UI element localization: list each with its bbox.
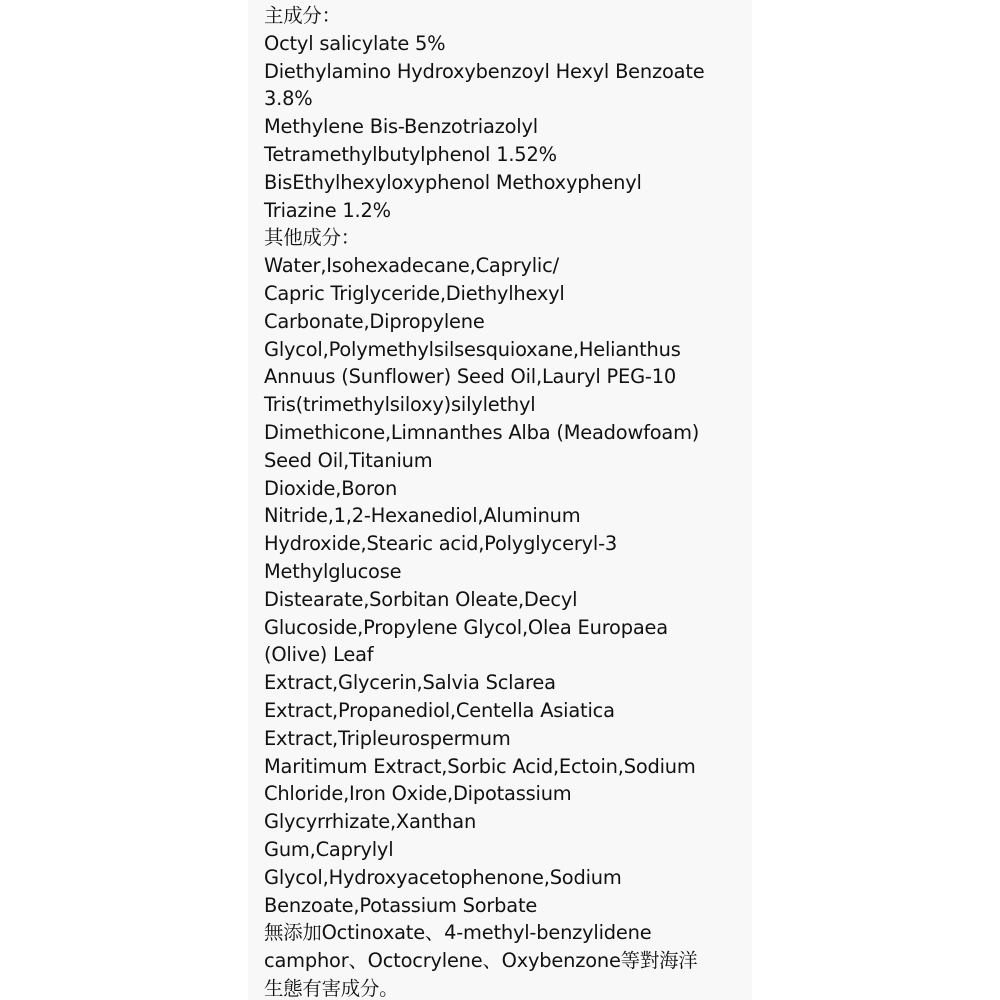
text-line: (Olive) Leaf <box>264 643 374 667</box>
text-line: Distearate,Sorbitan Oleate,Decyl <box>264 587 578 611</box>
text-line: Hydroxide,Stearic acid,Polyglyceryl-3 <box>264 532 618 556</box>
free-from-note: camphor、Octocrylene、Oxybenzone等對海洋 <box>264 949 698 973</box>
section-heading-main-ingredients: 主成分： <box>264 4 341 27</box>
text-line: Gum,Caprylyl <box>264 837 394 861</box>
text-line: Extract,Tripleurospermum <box>264 726 511 750</box>
text-line: Glucoside,Propylene Glycol,Olea Europaea <box>264 615 668 639</box>
text-line: Maritimum Extract,Sorbic Acid,Ectoin,Sodium <box>264 754 696 778</box>
text-line: Tris(trimethylsiloxy)silylethyl <box>264 393 536 417</box>
text-line: Capric Triglyceride,Diethylhexyl <box>264 281 565 305</box>
text-line: Extract,Glycerin,Salvia Sclarea <box>264 671 556 695</box>
text-line: Dimethicone,Limnanthes Alba (Meadowfoam) <box>264 420 700 444</box>
text-line: Octyl salicylate 5% <box>264 31 446 55</box>
text-line: Carbonate,Dipropylene <box>264 309 485 333</box>
text-line: Glycol,Polymethylsilsesquioxane,Helianthus <box>264 337 681 361</box>
text-line: Benzoate,Potassium Sorbate <box>264 893 538 917</box>
text-line: BisEthylhexyloxyphenol Methoxyphenyl <box>264 170 642 194</box>
ingredient-list <box>264 2 748 1000</box>
text-line: Nitride,1,2-Hexanediol,Aluminum <box>264 504 581 528</box>
section-heading-other-ingredients: 其他成分： <box>264 226 360 250</box>
text-line: Water,Isohexadecane,Caprylic/ <box>264 254 559 278</box>
text-line: Seed Oil,Titanium <box>264 448 433 472</box>
text-line: Tetramethylbutylphenol 1.52% <box>264 142 557 166</box>
text-line: Glycol,Hydroxyacetophenone,Sodium <box>264 865 622 889</box>
text-line: Glycyrrhizate,Xanthan <box>264 810 477 834</box>
text-line: Dioxide,Boron <box>264 476 398 500</box>
text-line: Annuus (Sunflower) Seed Oil,Lauryl PEG-10 <box>264 365 676 389</box>
free-from-note: 生態有害成分。 <box>264 976 399 1000</box>
text-line: Triazine 1.2% <box>264 198 391 222</box>
text-line: Extract,Propanediol,Centella Asiatica <box>264 698 615 722</box>
text-line: Chloride,Iron Oxide,Dipotassium <box>264 782 572 806</box>
text-line: Methylglucose <box>264 559 402 583</box>
free-from-note: 無添加Octinoxate、4-methyl-benzylidene <box>264 921 652 945</box>
text-line: Diethylamino Hydroxybenzoyl Hexyl Benzoate <box>264 59 705 83</box>
text-line: Methylene Bis-Benzotriazolyl <box>264 115 538 139</box>
text-line: 3.8% <box>264 87 313 111</box>
